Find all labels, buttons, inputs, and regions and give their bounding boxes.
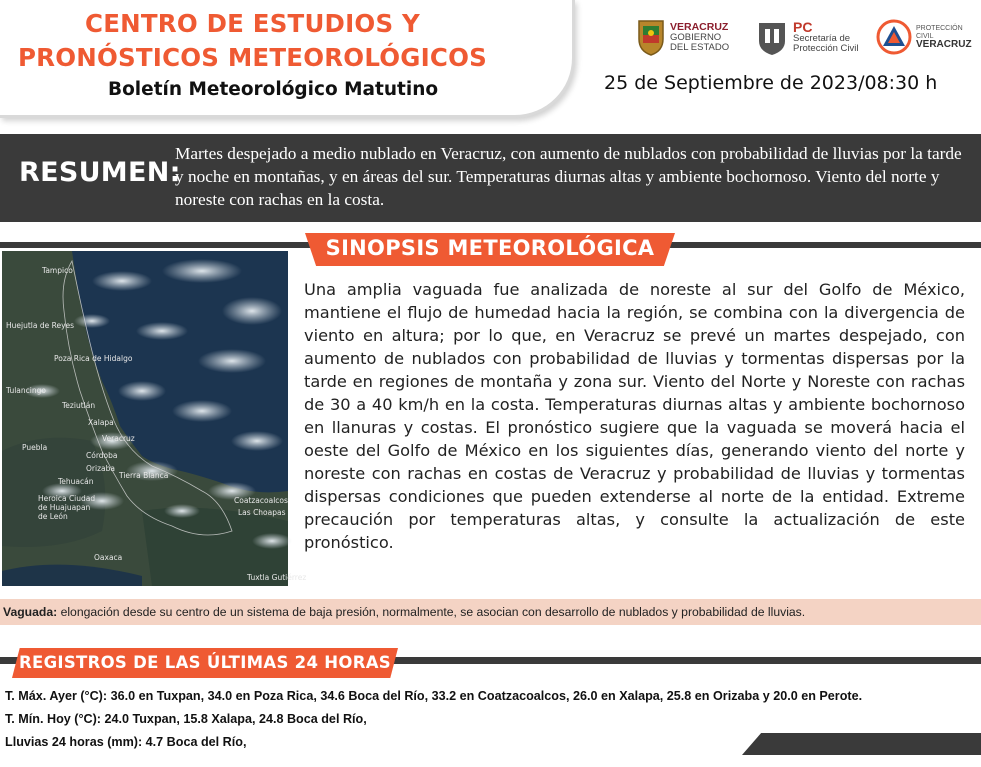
veracruz-logo-line-1: VERACRUZ [670,20,729,33]
pc-logo-line-1: PC [793,18,813,35]
pc-logo-line-2: Secretaría de [793,32,851,44]
record-max-temp: T. Máx. Ayer (°C): 36.0 en Tuxpan, 34.0 en Poza Rica, 34.6 Boca del Río, 33.2 en Coatzacoalcos, 26.0 en Xalapa, 25.8 en Orizaba y 20.0 en Perote. [5,689,863,703]
veracruz-logo-line-2: GOBIERNO [670,31,722,43]
pc-logo-line-3: Protección Civil [793,42,859,54]
bulletin-date: 25 de Septiembre de 2023/08:30 h [604,72,938,94]
map-label-puebla: Puebla [22,443,48,452]
pc-emblem-icon [755,17,789,57]
summary-text: Martes despejado a medio nublado en Veracruz, con aumento de nublados con probabilidad de lluvias por la tarde y noche en montañas, y en áreas del sur. Temperaturas diurnas altas y ambiente bochornoso. Viento del norte y noreste con rachas en la costa. [175,144,962,209]
definition-text [3,605,805,619]
title-line-1: CENTRO DE ESTUDIOS Y [85,9,420,38]
map-label-huejutla: Huejutla de Reyes [6,321,75,330]
map-label-poza-rica: Poza Rica de Hidalgo [54,354,133,363]
definition-term: Vaguada: [3,605,58,619]
map-label-oaxaca: Oaxaca [94,553,123,562]
pcv-logo-line-1: PROTECCIÓN CIVIL [916,25,963,40]
map-label-cordoba: Córdoba [86,451,118,460]
map-label-las-choapas: Las Choapas [238,508,286,517]
map-label-teziutlan: Teziutlán [62,401,96,410]
map-label-veracruz: Veracruz [102,434,135,443]
summary-label: RESUMEN: [19,157,181,188]
proteccion-civil-logo [755,14,858,60]
definition-body: elongación desde su centro de un sistema de baja presión, normalmente, se asocian con desarrollo de nublados y probabilidad de lluvias. [57,605,806,619]
map-label-xalapa: Xalapa [88,418,114,427]
pcv-logo-line-2: VERACRUZ [916,39,972,50]
veracruz-shield-icon [636,17,666,57]
record-rainfall: Lluvias 24 horas (mm): 4.7 Boca del Río, [5,735,247,749]
map-label-coatzacoalcos: Coatzacoalcos [234,496,288,505]
map-label-tuxtla: Tuxtla Gutiérrez [247,573,307,582]
pcv-logo-text [916,25,981,49]
registros-title: REGISTROS DE LAS ÚLTIMAS 24 HORAS [19,653,391,672]
proteccion-civil-veracruz-logo [876,14,981,60]
pc-triangle-icon [876,19,912,55]
satellite-image [2,251,307,586]
map-label-tierra-blanca: Tierra Blanca [119,471,169,480]
record-min-temp: T. Mín. Hoy (°C): 24.0 Tuxpan, 15.8 Xalapa, 24.8 Boca del Río, [5,712,367,726]
map-label-tehuacan: Tehuacán [58,477,94,486]
sinopsis-title: SINOPSIS METEOROLÓGICA [325,236,655,260]
map-label-tampico: Tampico [42,266,73,275]
title-line-2: PRONÓSTICOS METEOROLÓGICOS [18,43,487,72]
veracruz-logo-line-3: DEL ESTADO [670,41,730,53]
footer-accent-bar [742,733,981,755]
bulletin-subtitle: Boletín Meteorológico Matutino [108,79,439,100]
veracruz-government-logo [636,14,729,60]
satellite-map-graphic [2,251,288,586]
sinopsis-text: Una amplia vaguada fue analizada de noreste al sur del Golfo de México, mantiene el flujo de humedad hacia la región, se combina con la divergencia de viento en altura; por lo que, en Veracruz se prevé un martes despejado, con aumento de nublados con probabilidad de lluvias y tormentas dispersas por la tarde en regiones de montaña y zona sur. Viento del Norte y Noreste con rachas de 30 a 40 km/h en la costa. Temperaturas diurnas altas y ambiente bochornoso en llanuras y costas. El pronóstico sugiere que la vaguada se moverá hacia el oeste del Golfo de México en los siguientes días, generando viento del norte y noreste con rachas en costas de Veracruz y probabilidad de lluvias y tormentas dispersas condiciones que pueden extenderse al norte de la entidad. Extreme precaución por temperaturas altas, y consulte la actualización de este pronóstico. [304,280,965,552]
pc-logo-text [793,18,859,54]
map-label-huajuapan: Heroica Ciudad de Huajuapan de León [38,494,96,521]
map-label-orizaba: Orizaba [86,464,115,473]
veracruz-logo-text [670,22,729,53]
map-label-tulancingo: Tulancingo [6,386,46,395]
